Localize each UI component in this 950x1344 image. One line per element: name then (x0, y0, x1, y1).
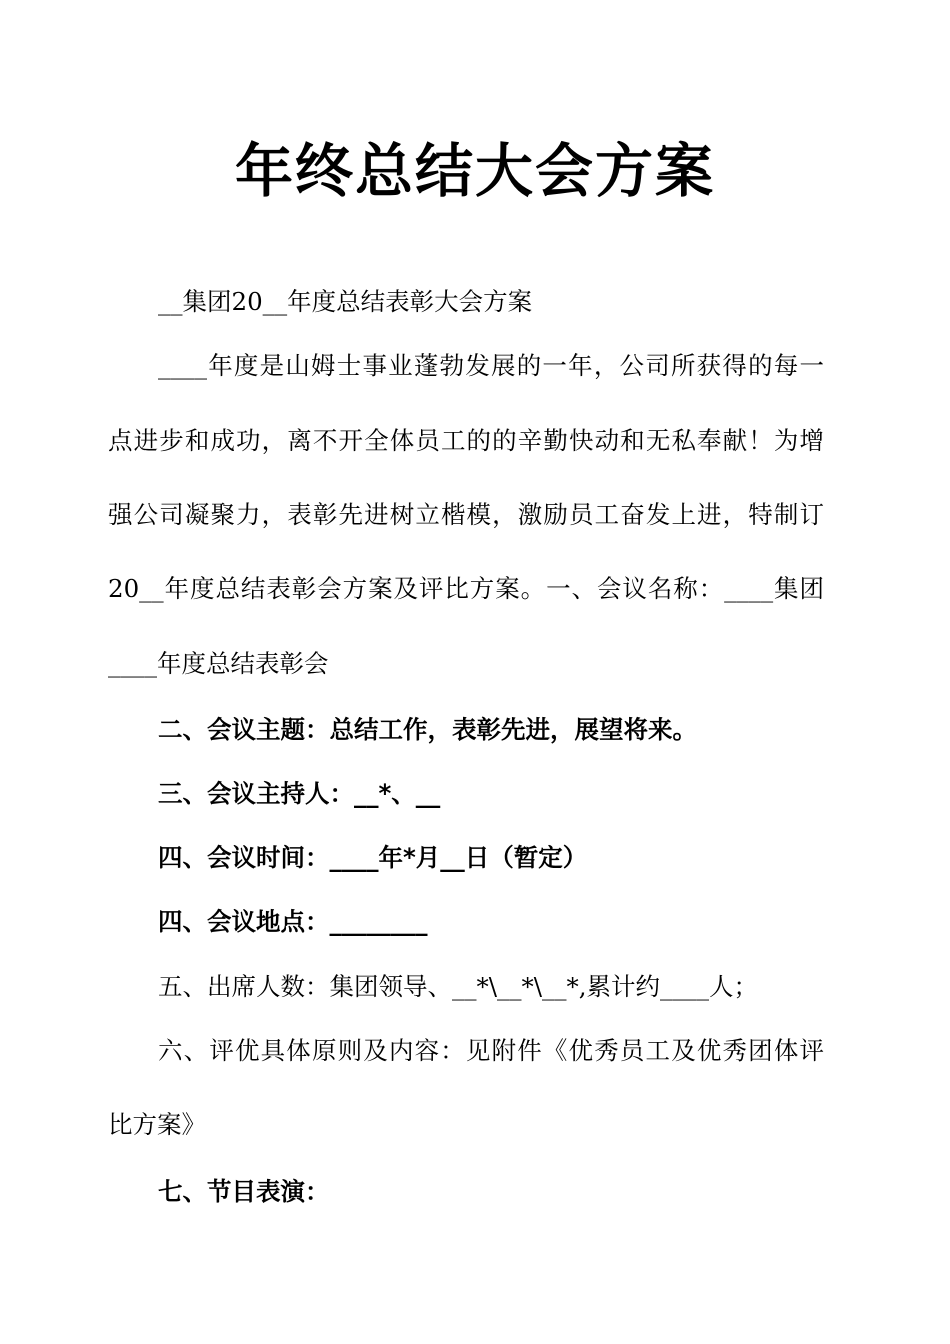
paragraph-line: ____年度总结表彰会 (108, 649, 329, 678)
meeting-location-line: 四、会议地点：________ (158, 907, 428, 936)
criteria-line-continued: 比方案》 (108, 1110, 206, 1139)
attendance-line: 五、出席人数：集团领导、__*\__*\__*,累计约____人； (158, 972, 759, 1001)
meeting-theme-line: 二、会议主题：总结工作，表彰先进，展望将来。 (158, 715, 697, 744)
criteria-line: 六、评优具体原则及内容：见附件《优秀员工及优秀团体评 (158, 1036, 824, 1065)
program-heading-line: 七、节目表演： (158, 1177, 330, 1206)
document-title: 年终总结大会方案 (234, 137, 715, 205)
paragraph-line: 点进步和成功，离不开全体员工的的辛勤快动和无私奉献！为增 (108, 426, 824, 455)
paragraph-line: 20__年度总结表彰会方案及评比方案。一、会议名称：____集团 (108, 574, 824, 603)
meeting-host-line: 三、会议主持人：__*、__ (158, 779, 441, 808)
paragraph-line: ____年度是山姆士事业蓬勃发展的一年，公司所获得的每一 (158, 351, 824, 380)
paragraph-line: 强公司凝聚力，表彰先进树立楷模，激励员工奋发上进，特制订 (108, 500, 824, 529)
subtitle-line: __集团20__年度总结表彰大会方案 (158, 287, 533, 316)
meeting-time-line: 四、会议时间：____年*月__日（暂定） (158, 843, 588, 872)
